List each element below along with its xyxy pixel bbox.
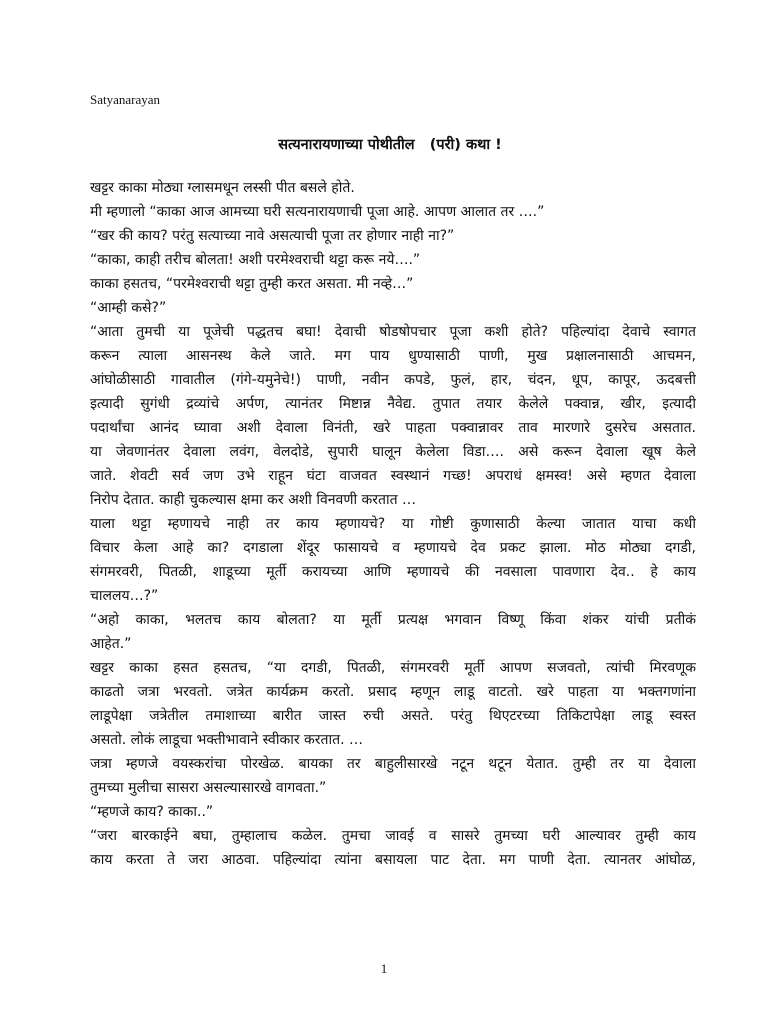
text-line: “काका, काही तरीच बोलता! अशी परमेश्वराची थट्टा करू नये….” bbox=[90, 252, 421, 268]
text-line: लाडूपेक्षा जत्रेतील तमाशाच्या बारीत जास्त रुची असते. परंतु थिएटरच्या तिकिटापेक्षा लाडू स्वस्त bbox=[90, 708, 696, 724]
text-line: “खर की काय? परंतु सत्याच्या नावे असत्याची पूजा तर होणार नाही ना?” bbox=[90, 228, 455, 244]
text-line: असतो. लोकं लाडूचा भक्तीभावाने स्वीकार करतात. … bbox=[90, 732, 363, 748]
text-line: तुमच्या मुलीचा सासरा असल्यासारखे वागवता.” bbox=[90, 780, 327, 796]
text-line: इत्यादी सुगंधी द्रव्यांचे अर्पण, त्यानंतर मिष्टान्न नैवेद्य. तुपात तयार केलेले पक्वान्न, खीर, इत्यादी bbox=[90, 396, 696, 412]
document-title: सत्यनारायणाच्या पोथीतील (परी) कथा ! bbox=[278, 137, 502, 153]
text-line: जत्रा म्हणजे वयस्करांचा पोरखेळ. बायका तर बाहुलीसारखे नटून थटून येतात. तुम्ही तर या देवाला bbox=[90, 756, 696, 772]
text-line: “आम्ही कसे?” bbox=[90, 300, 167, 316]
text-line: करून त्याला आसनस्थ केले जाते. मग पाय धुण्यासाठी पाणी, मुख प्रक्षालनासाठी आचमन, bbox=[90, 348, 696, 364]
text-line: “म्हणजे काय? काका..” bbox=[90, 804, 214, 820]
text-line: आहेत.” bbox=[90, 636, 132, 652]
text-line: निरोप देतात. काही चुकल्यास क्षमा कर अशी विनवणी करतात … bbox=[90, 492, 417, 508]
text-line: विचार केला आहे का? दगडाला शेंदूर फासायचे व म्हणायचे देव प्रकट झाला. मोठ मोठ्या दगडी, bbox=[90, 540, 696, 556]
text-line: “आता तुमची या पूजेची पद्धतच बघा! देवाची षोडषोपचार पूजा कशी होते? पहिल्यांदा देवाचे स्वागत bbox=[90, 324, 696, 340]
text-line: काका हसतच, “परमेश्वराची थट्टा तुम्ही करत असता. मी नव्हे…” bbox=[90, 276, 414, 292]
text-line: या जेवणानंतर देवाला लवंग, वेलदोडे, सुपारी घालून केलेला विडा…. असे करून देवाला खूष केले bbox=[90, 444, 696, 460]
text-line: संगमरवरी, पितळी, शाडूच्या मूर्ती करायच्या आणि म्हणायचे की नवसाला पावणारा देव.. हे काय bbox=[90, 564, 696, 580]
text-line: काय करता ते जरा आठवा. पहिल्यांदा त्यांना बसायला पाट देता. मग पाणी देता. त्यानतर आंघोळ, bbox=[90, 852, 696, 868]
text-line: काढतो जत्रा भरवतो. जत्रेत कार्यक्रम करतो. प्रसाद म्हणून लाडू वाटतो. खरे पाहता या भक्तगणांना bbox=[90, 684, 696, 700]
text-line: आंघोळीसाठी गावातील (गंगे-यमुनेचे!) पाणी, नवीन कपडे, फुलं, हार, चंदन, धूप, कापूर, ऊदबत्ती bbox=[90, 372, 696, 388]
text-line: मी म्हणालो “काका आज आमच्या घरी सत्यनारायणाची पूजा आहे. आपण आलात तर ….” bbox=[90, 204, 545, 220]
text-line: “अहो काका, भलतच काय बोलता? या मूर्ती प्रत्यक्ष भगवान विष्णू किंवा शंकर यांची प्रतीकं bbox=[90, 612, 696, 628]
text-line: चाललय…?” bbox=[90, 588, 159, 604]
text-line: खट्टर काका मोठ्या ग्लासमधून लस्सी पीत बसले होते. bbox=[90, 180, 355, 196]
text-line: “जरा बारकाईने बघा, तुम्हालाच कळेल. तुमचा जावई व सासरे तुमच्या घरी आल्यावर तुम्ही काय bbox=[90, 828, 696, 844]
page-number: 1 bbox=[380, 961, 388, 976]
story-body bbox=[90, 176, 696, 872]
text-line: जाते. शेवटी सर्व जण उभे राहून घंटा वाजवत स्वस्थानं गच्छ! अपराधं क्षमस्व! असे म्हणत देवाला bbox=[90, 468, 696, 484]
text-line: पदार्थांचा आनंद घ्यावा अशी देवाला विनंती, खरे पाहता पक्वान्नावर ताव मारणारे दुसरेच असतात. bbox=[90, 420, 696, 436]
text-line: खट्टर काका हसत हसतच, “या दगडी, पितळी, संगमरवरी मूर्ती आपण सजवतो, त्यांची मिरवणूक bbox=[90, 660, 696, 676]
text-line: याला थट्टा म्हणायचे नाही तर काय म्हणायचे? या गोष्टी कुणासाठी केल्या जातात याचा कधी bbox=[90, 516, 696, 532]
document-header-label: Satyanarayan bbox=[90, 92, 161, 107]
